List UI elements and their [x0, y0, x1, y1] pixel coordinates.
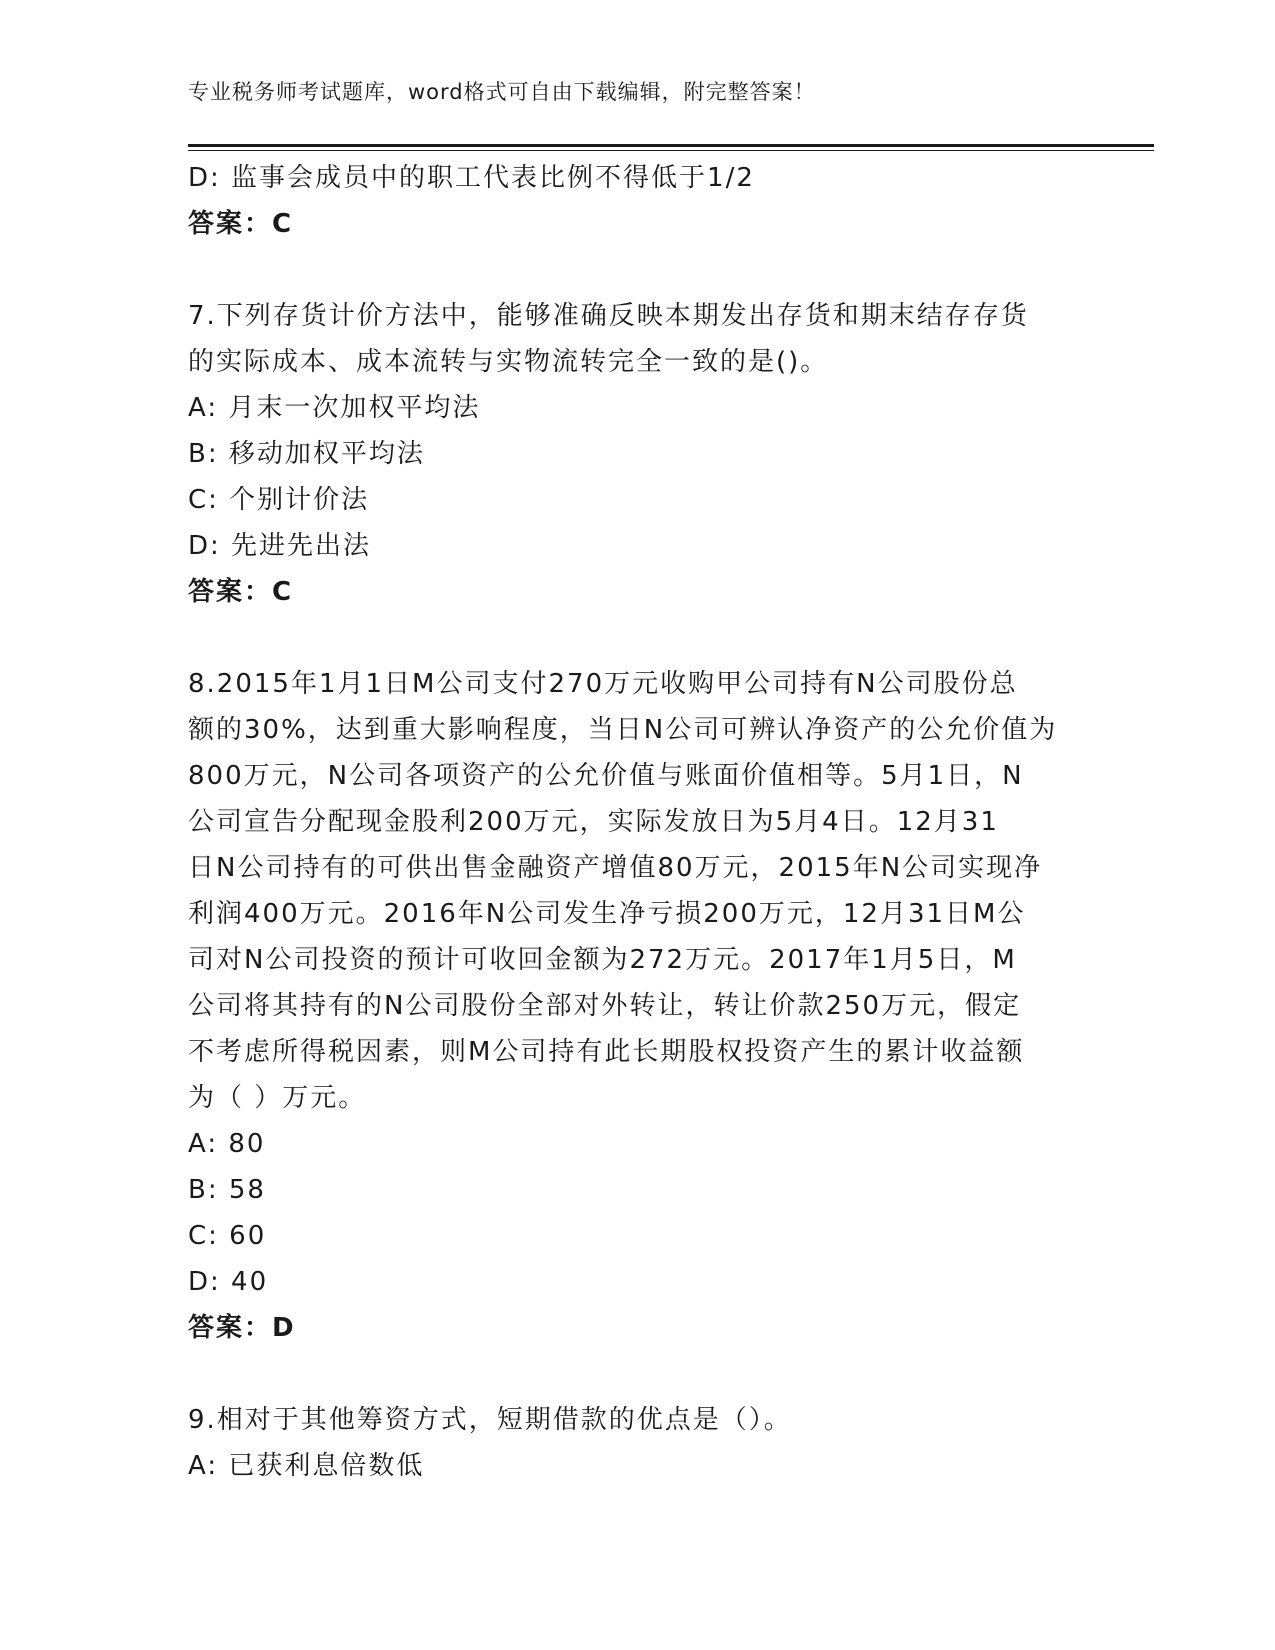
- question-8-option-a: A: 80: [188, 1129, 266, 1159]
- question-8-line: 额的30%，达到重大影响程度，当日N公司可辨认净资产的公允价值为: [188, 715, 1058, 745]
- question-8-line: 利润400万元。2016年N公司发生净亏损200万元，12月31日M公: [188, 899, 1026, 929]
- question-8-line: 公司将其持有的N公司股份全部对外转让，转让价款250万元，假定: [188, 991, 1022, 1021]
- question-8-line: 公司宣告分配现金股利200万元，实际发放日为5月4日。12月31: [188, 807, 999, 837]
- page-header: 专业税务师考试题库，word格式可自由下载编辑，附完整答案！: [188, 80, 816, 104]
- prev-answer: 答案：C: [188, 209, 294, 239]
- header-rule-thin: [188, 150, 1154, 151]
- question-7-answer: 答案：C: [188, 577, 294, 607]
- prev-option-d: D: 监事会成员中的职工代表比例不得低于1/2: [188, 163, 755, 193]
- question-7-line: 的实际成本、成本流转与实物流转完全一致的是()。: [188, 347, 829, 377]
- question-8-option-d: D: 40: [188, 1267, 269, 1297]
- question-8-option-b: B: 58: [188, 1175, 266, 1205]
- question-9: [188, 1397, 1088, 1489]
- header-rule-thick: [188, 144, 1154, 147]
- question-9-line: 9.相对于其他筹资方式，短期借款的优点是（）。: [188, 1405, 792, 1435]
- question-8-line: 日N公司持有的可供出售金融资产增值80万元，2015年N公司实现净: [188, 853, 1043, 883]
- question-7-option-b: B: 移动加权平均法: [188, 439, 425, 469]
- question-7: [188, 293, 1088, 615]
- question-8-line: 不考虑所得税因素，则M公司持有此长期股权投资产生的累计收益额: [188, 1037, 1025, 1067]
- question-content: [188, 155, 1088, 1489]
- question-7-option-c: C: 个别计价法: [188, 485, 370, 515]
- question-9-option-a: A: 已获利息倍数低: [188, 1451, 425, 1481]
- question-8-line: 800万元，N公司各项资产的公允价值与账面价值相等。5月1日，N: [188, 761, 1024, 791]
- spacer: [188, 1351, 1088, 1397]
- question-8-line: 8.2015年1月1日M公司支付270万元收购甲公司持有N公司股份总: [188, 669, 1018, 699]
- question-7-line: 7.下列存货计价方法中，能够准确反映本期发出存货和期末结存存货: [188, 301, 1029, 331]
- question-8-answer: 答案：D: [188, 1313, 296, 1343]
- question-7-option-d: D: 先进先出法: [188, 531, 372, 561]
- question-8-line: 司对N公司投资的预计可收回金额为272万元。2017年1月5日，M: [188, 945, 1017, 975]
- question-8-option-c: C: 60: [188, 1221, 267, 1251]
- spacer: [188, 247, 1088, 293]
- question-8: [188, 661, 1088, 1351]
- question-8-line: 为（ ）万元。: [188, 1083, 367, 1113]
- spacer: [188, 615, 1088, 661]
- question-7-option-a: A: 月末一次加权平均法: [188, 393, 481, 423]
